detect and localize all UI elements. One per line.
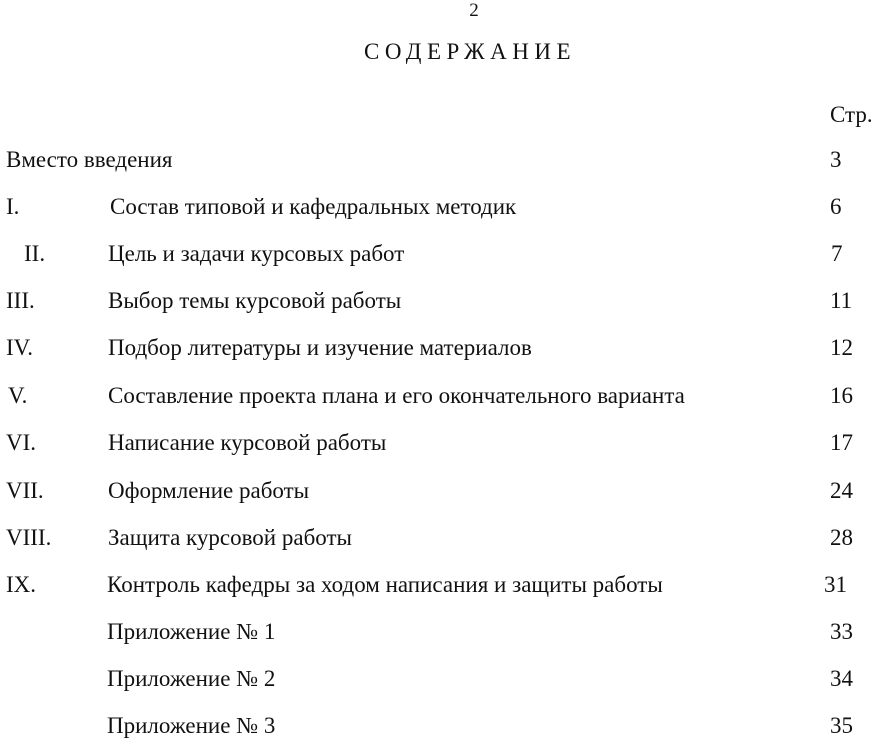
toc-entry-text: Приложение № 1 (107, 619, 276, 644)
toc-entry-text: Приложение № 3 (107, 713, 276, 738)
toc-entry-page: 31 (824, 572, 847, 597)
toc-entry-text: Выбор темы курсовой работы (108, 288, 402, 313)
toc-entry-page: 16 (830, 383, 853, 408)
toc-entry-text: Подбор литературы и изучение материалов (108, 335, 532, 360)
toc-row-8 (0, 522, 879, 554)
toc-entry-text: Вместо введения (6, 147, 173, 172)
toc-entry-number: IX. (6, 572, 37, 597)
toc-entry-page: 28 (830, 525, 853, 550)
toc-entry-text: Приложение № 2 (107, 666, 276, 691)
toc-entry-page: 33 (830, 619, 853, 644)
toc-entry-text: Цель и задачи курсовых работ (108, 241, 405, 266)
toc-row-intro (0, 144, 879, 176)
page-number: 2 (469, 0, 479, 21)
toc-entry-page: 6 (830, 194, 842, 219)
toc-row-appendix-3 (0, 710, 879, 742)
toc-row-appendix-1 (0, 616, 879, 648)
toc-row-6 (0, 427, 879, 459)
toc-entry-text: Защита курсовой работы (108, 525, 352, 550)
toc-entry-number: V. (8, 383, 28, 408)
toc-entry-number: III. (6, 288, 35, 313)
toc-row-3 (0, 285, 879, 317)
toc-row-1 (0, 191, 879, 223)
toc-entry-text: Состав типовой и кафедральных методик (110, 194, 517, 219)
toc-entry-number: II. (24, 241, 46, 266)
toc-row-7 (0, 475, 879, 507)
toc-entry-page: 35 (830, 713, 853, 738)
toc-entry-page: 3 (830, 147, 842, 172)
toc-entry-number: IV. (6, 335, 34, 360)
toc-entry-page: 7 (831, 241, 843, 266)
page-title: СОДЕРЖАНИЕ (363, 39, 576, 64)
toc-row-2 (0, 238, 879, 270)
toc-entry-page: 34 (830, 666, 853, 691)
toc-row-appendix-2 (0, 663, 879, 695)
toc-entry-text: Контроль кафедры за ходом написания и защиты работы (107, 572, 663, 597)
toc-entry-number: VI. (6, 430, 37, 455)
toc-entry-number: VIII. (6, 525, 52, 550)
toc-entry-text: Написание курсовой работы (108, 430, 387, 455)
toc-row-9 (0, 569, 879, 601)
toc-entry-page: 24 (830, 478, 853, 503)
toc-row-5 (0, 380, 879, 412)
toc-entry-page: 12 (830, 335, 853, 360)
toc-row-4 (0, 332, 879, 364)
toc-entry-page: 11 (830, 288, 853, 313)
toc-entry-text: Оформление работы (108, 478, 310, 503)
toc-entry-number: I. (6, 194, 20, 219)
toc-entry-number: VII. (6, 478, 44, 503)
page-column-label: Стр. (830, 102, 873, 127)
toc-entry-page: 17 (830, 430, 853, 455)
toc-entry-text: Составление проекта плана и его окончательного варианта (108, 383, 685, 408)
